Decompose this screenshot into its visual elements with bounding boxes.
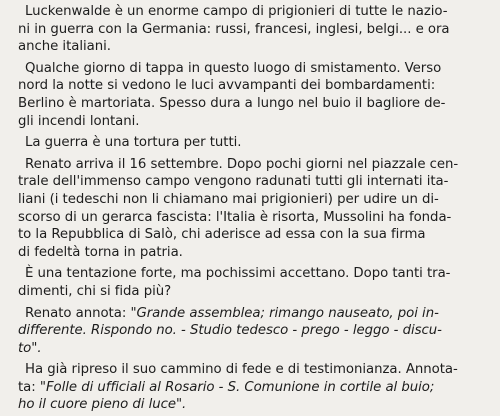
paragraph [18, 156, 488, 262]
paragraph [18, 3, 488, 56]
text-line: ni in guerra con la Germania: russi, francesi, inglesi, belgi... e ora [18, 21, 450, 37]
text-line [18, 396, 488, 414]
text-line: scorso di un gerarca fascista: l'Italia è risorta, Mussolini ha fonda- [18, 209, 452, 225]
text-line [18, 340, 488, 358]
text-line: dimenti, chi si fida più? [18, 283, 172, 299]
text-line [18, 322, 488, 340]
quoted-text-segment: "Folle di ufficiali al Rosario - S. Comunione in cortile al buio; [39, 379, 435, 395]
paragraph [18, 361, 488, 414]
text-segment: ta: [18, 379, 40, 395]
text-line: Ha già ripreso il suo cammino di fede e di testimonianza. Annota- [25, 362, 458, 378]
quoted-text-segment: to". [18, 340, 42, 356]
text-line: anche italiani. [18, 39, 111, 55]
paragraph [18, 265, 488, 300]
quoted-text-segment: differente. Rispondo no. - Studio tedesco - prego - leggo - discu- [18, 323, 442, 339]
text-line: gli incendi lontani. [18, 113, 140, 129]
text-line: trale dell'immenso campo vengono radunati tutti gli internati ita- [18, 174, 449, 190]
text-line: Renato arriva il 16 settembre. Dopo pochi giorni nel piazzale cen- [25, 156, 459, 172]
text-line: to la Repubblica di Salò, chi aderisce ad essa con la sua firma [18, 227, 426, 243]
text-line: La guerra è una tortura per tutti. [25, 135, 242, 151]
paragraph [18, 134, 488, 152]
text-line [18, 379, 488, 397]
quoted-text-segment: "Grande assemblea; rimango nauseato, poi in- [130, 305, 439, 321]
text-line: Qualche giorno di tappa in questo luogo di smistamento. Verso [25, 60, 442, 76]
text-line: È una tentazione forte, ma pochissimi accettano. Dopo tanti tra- [25, 266, 451, 282]
text-segment: Renato annota: [25, 305, 131, 321]
text-line: nord la notte si vedono le luci avvampanti dei bombardamenti: [18, 78, 436, 94]
text-line: Luckenwalde è un enorme campo di prigionieri di tutte le nazio- [25, 4, 448, 19]
quoted-text-segment: ho il cuore pieno di luce". [18, 397, 187, 413]
paragraph [18, 305, 488, 358]
text-line [18, 305, 488, 323]
paragraph [18, 60, 488, 130]
text-line: di fedeltà torna in patria. [18, 244, 183, 260]
text-line: Berlino è martoriata. Spesso dura a lungo nel buio il bagliore de- [18, 95, 446, 111]
text-line: liani (i tedeschi non li chiamano mai prigionieri) per udire un di- [18, 191, 439, 207]
